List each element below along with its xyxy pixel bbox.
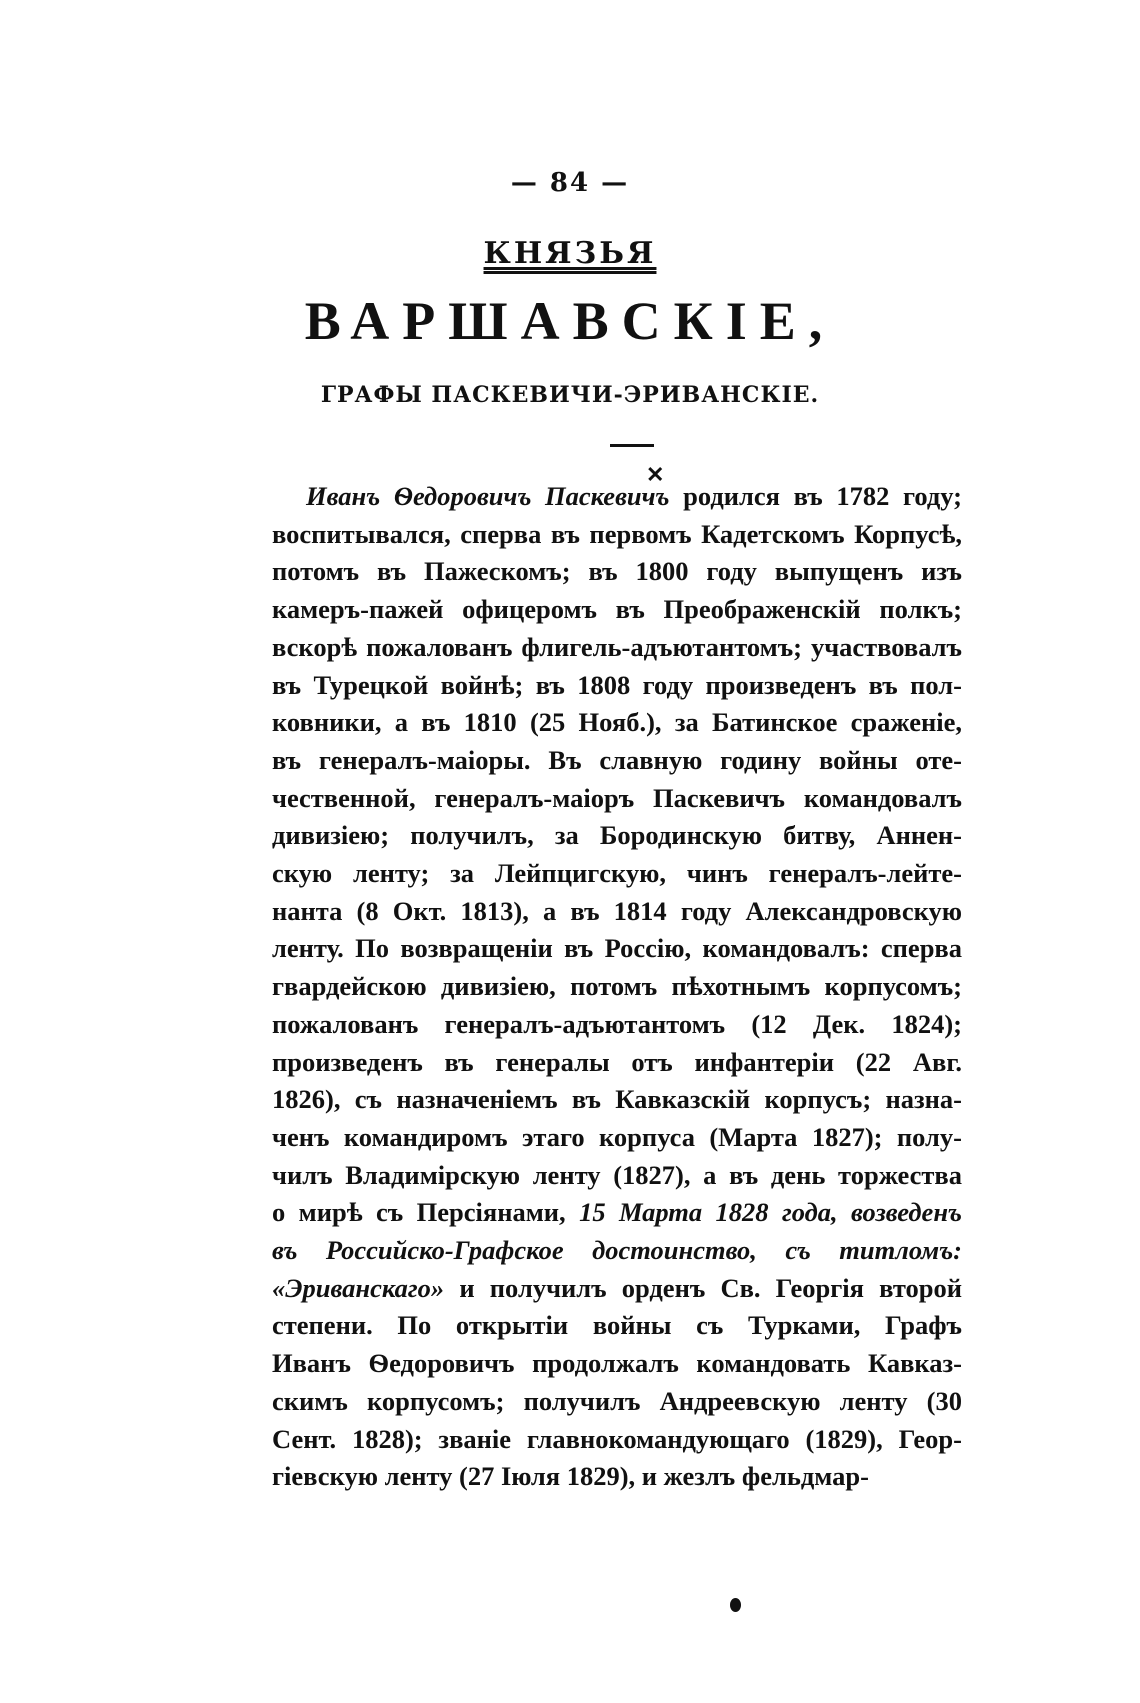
section-divider <box>610 444 654 447</box>
text-line: ковники, а въ 1810 (25 Нояб.), за Батинское сраженіе, <box>272 707 962 738</box>
text-line: чилъ Владимірскую ленту (1827), а въ день торжества <box>272 1159 962 1190</box>
text-line: произведенъ въ генералы отъ инфантеріи (22 Авг. <box>272 1046 962 1077</box>
text-line: потомъ въ Пажескомъ; въ 1800 году выпущенъ изъ <box>272 556 962 587</box>
text-line: нанта (8 Окт. 1813), а въ 1814 году Александровскую <box>272 895 962 926</box>
text-line: «Эриванскаго» и получилъ орденъ Св. Георгія второй <box>272 1272 962 1303</box>
ink-dot-icon <box>730 1598 741 1612</box>
page-number: — 84 — <box>510 168 630 198</box>
text-line: ченъ командиромъ этаго корпуса (Марта 1827); полу- <box>272 1121 962 1152</box>
pencil-mark-icon: ✕ <box>646 462 665 488</box>
text-line: скимъ корпусомъ; получилъ Андреевскую ленту (30 <box>272 1385 962 1416</box>
text-line: ленту. По возвращеніи въ Россію, командовалъ: сперва <box>272 933 962 964</box>
page-title: ВАРШАВСКІЕ, <box>304 291 836 351</box>
text-line: скую ленту; за Лейпцигскую, чинъ генералъ-лейте- <box>272 858 962 889</box>
text-line: камеръ-пажей офицеромъ въ Преображенскій полкъ; <box>272 594 962 625</box>
body-paragraph <box>272 478 962 1496</box>
text-line: воспитывался, сперва въ первомъ Кадетскомъ Корпусѣ, <box>272 518 962 549</box>
text-line: гвардейскою дивизіею, потомъ пѣхотнымъ корпусомъ; <box>272 971 962 1002</box>
text-line: пожалованъ генералъ-адъютантомъ (12 Дек. 1824); <box>272 1008 962 1039</box>
text-line: вскорѣ пожалованъ флигель-адъютантомъ; участвовалъ <box>272 631 962 662</box>
text-line: Иванъ Ѳедоровичъ Паскевичъ родился въ 1782 году; <box>306 481 962 511</box>
text-line: Иванъ Ѳедоровичъ продолжалъ командовать Кавказ- <box>272 1348 962 1379</box>
text-line: степени. По открытіи войны съ Турками, Графъ <box>272 1310 962 1341</box>
person-name: Иванъ Ѳедоровичъ Паскевичъ <box>306 481 670 511</box>
text-line: Сент. 1828); званіе главнокомандующаго (1829), Геор- <box>272 1423 962 1454</box>
text-line: въ Турецкой войнѣ; въ 1808 году произведенъ въ пол- <box>272 669 962 700</box>
text-line: 1826), съ назначеніемъ въ Кавказскій корпусъ; назна- <box>272 1084 962 1115</box>
text-line: въ генералъ-маіоры. Въ славную годину войны оте- <box>272 744 962 775</box>
page-subtitle: ГРАФЫ ПАСКЕВИЧИ-ЭРИВАНСКІЕ. <box>320 382 820 408</box>
text-line: дивизіею; получилъ, за Бородинскую битву, Аннен- <box>272 820 962 851</box>
chapter-kicker: КНЯЗЬЯ <box>483 236 657 271</box>
text-line: о мирѣ съ Персіянами, 15 Марта 1828 года, возведенъ <box>272 1197 962 1228</box>
text-line: въ Российско-Графское достоинство, съ титломъ: <box>272 1235 962 1266</box>
text-line: чественной, генералъ-маіоръ Паскевичъ командовалъ <box>272 782 962 813</box>
text-line: гіевскую ленту (27 Іюля 1829), и жезлъ фельдмар- <box>272 1461 869 1492</box>
